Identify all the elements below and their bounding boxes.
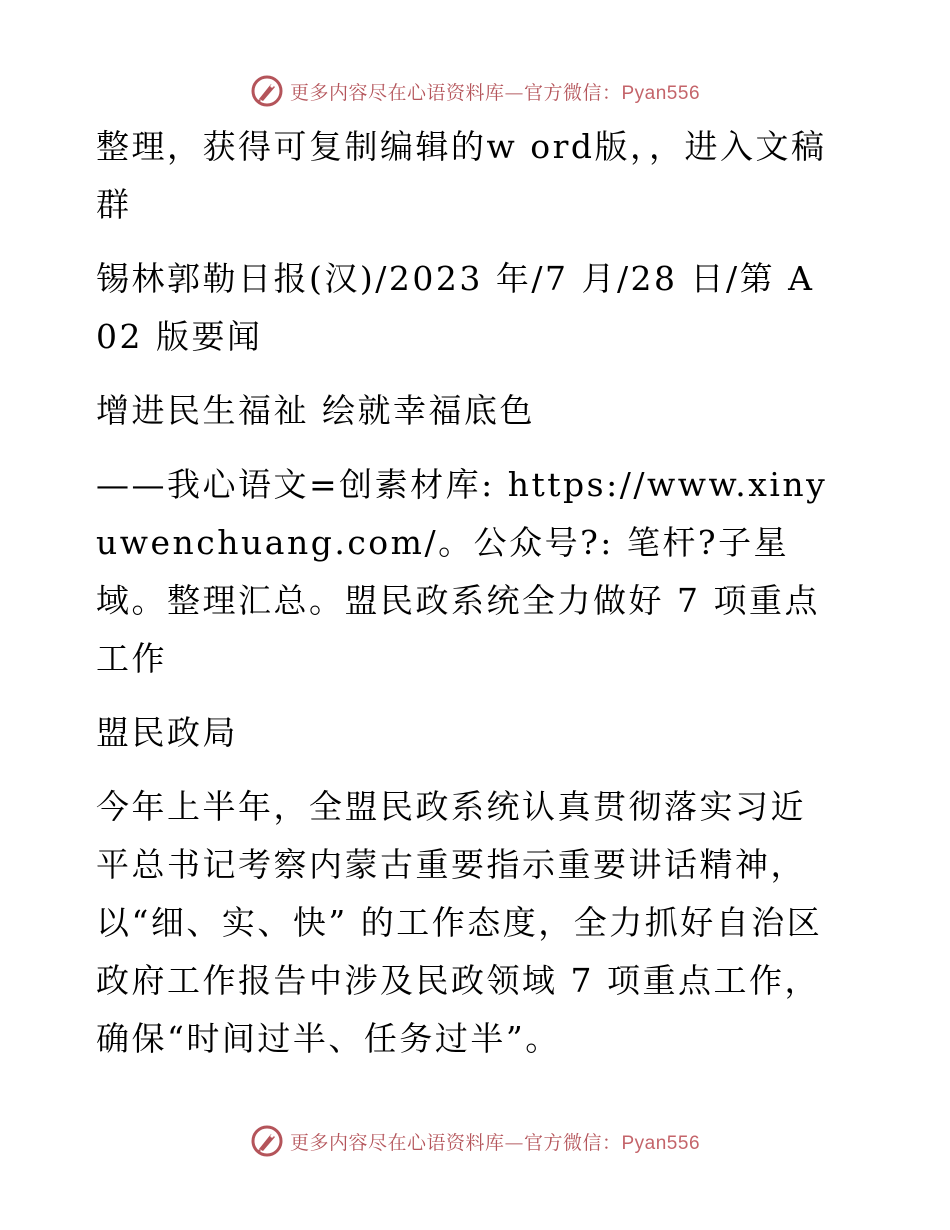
paragraph-source: 锡林郭勒日报(汉)/2023 年/7 月/28 日/第 A02 版要闻 — [96, 259, 815, 356]
document-body — [96, 118, 836, 1068]
paragraph-subheadline: ——我心语文=创素材库: https://www.xinyuwenchuang.com/。公众号?: 笔杆?子星域。整理汇总。盟民政系统全力做好 7 项重点工作 — [96, 465, 828, 678]
watermark-wechat-id: Pyan556 — [621, 82, 701, 104]
watermark-site-text: 更多内容尽在心语资料库 — [289, 81, 505, 104]
header-watermark-banner — [0, 72, 950, 110]
footer-watermark-banner — [0, 1122, 950, 1160]
watermark-site-text: 更多内容尽在心语资料库 — [289, 1131, 505, 1154]
pen-nib-logo-icon — [250, 1124, 284, 1158]
watermark-separator: — — [504, 81, 524, 104]
watermark-separator: — — [504, 1131, 524, 1154]
paragraph-author: 盟民政局 — [96, 713, 238, 752]
paragraph-headline: 增进民生福祉 绘就幸福底色 — [96, 391, 535, 430]
watermark-wechat-id: Pyan556 — [621, 1132, 701, 1154]
paragraph-intro: 整理，获得可复制编辑的w ord版，，进入文稿群 — [96, 127, 827, 224]
footer-watermark-text — [290, 1128, 700, 1155]
header-watermark-text — [290, 78, 700, 105]
pen-nib-logo-icon — [250, 74, 284, 108]
paragraph-body: 今年上半年，全盟民政系统认真贯彻落实习近平总书记考察内蒙古重要指示重要讲话精神，以“细、实、快” 的工作态度，全力抓好自治区政府工作报告中涉及民政领域 7 项重点工作，确保“时间过半、任务过半”。 — [96, 787, 823, 1058]
watermark-wechat-label: 官方微信： — [523, 81, 622, 104]
watermark-wechat-label: 官方微信： — [523, 1131, 622, 1154]
